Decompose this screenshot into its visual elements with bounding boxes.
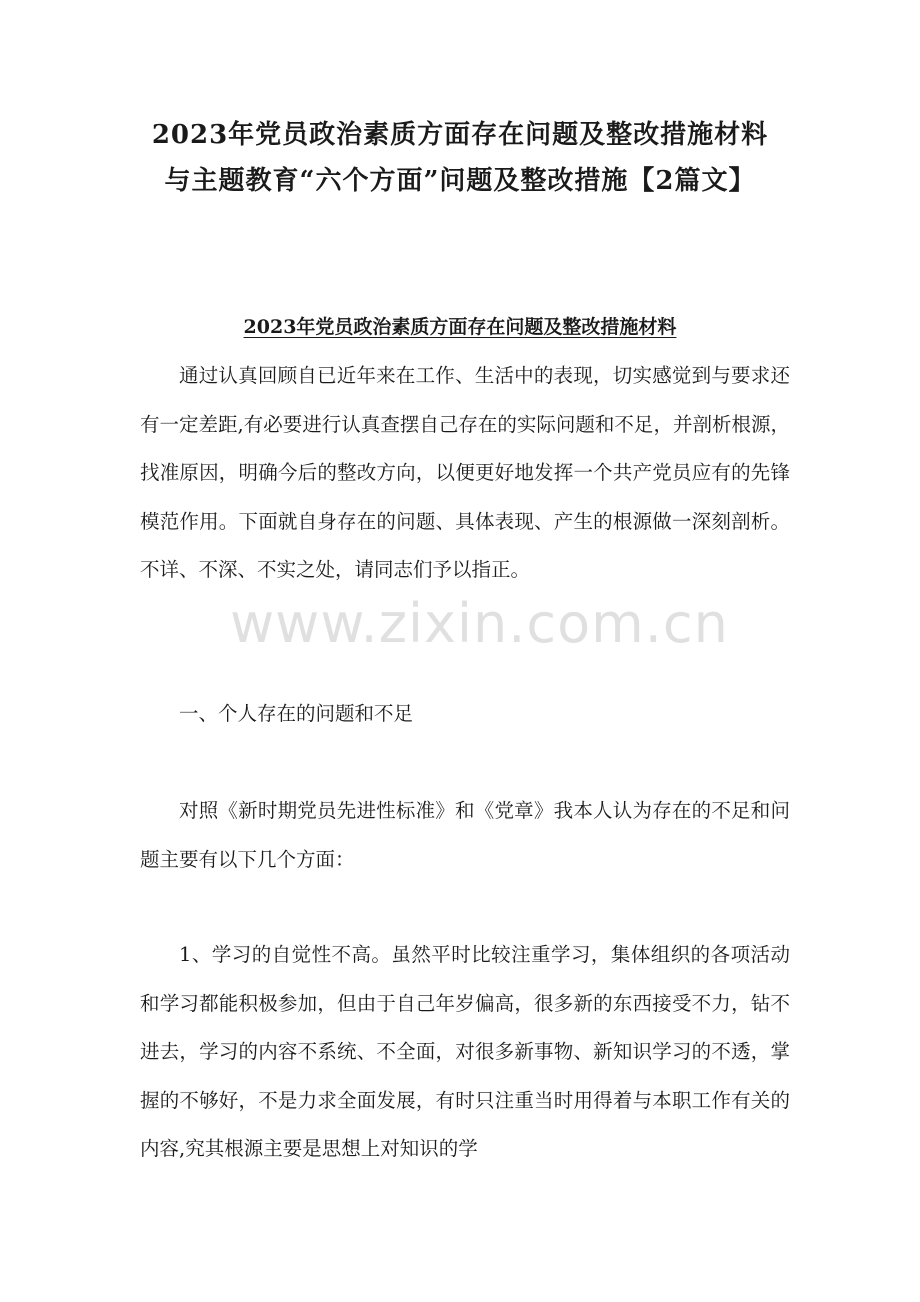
watermark: www.zixin.com.cn: [230, 592, 729, 655]
heading-personal-problems: 一、个人存在的问题和不足: [179, 702, 414, 725]
document-title-line-2: 与主题教育“六个方面”问题及整改措施【2篇文】: [164, 166, 756, 196]
standard-paragraph: 对照《新时期党员先进性标准》和《党章》我本人认为存在的不足和问题主要有以下几个方面：: [140, 799, 790, 871]
section-title: 2023年党员政治素质方面存在问题及整改措施材料: [243, 316, 677, 338]
intro-paragraph: 通过认真回顾自已近年来在工作、生活中的表现，切实感觉到与要求还有一定差距,有必要进行认真查摆自己存在的实际问题和不足，并剖析根源，找准原因，明确今后的整改方向，以便更好地发挥一个共产党员应有的先锋模范作用。下面就自身存在的问题、具体表现、产生的根源做一深刻剖析。不详、不深、不实之处，请同志们予以指正。: [140, 364, 790, 581]
document-title: [120, 112, 800, 204]
item-1-paragraph: 1、学习的自觉性不高。虽然平时比较注重学习，集体组织的各项活动和学习都能积极参加，但由于自己年岁偏高，很多新的东西接受不力，钻不进去，学习的内容不系统、不全面，对很多新事物、新知识学习的不透，掌握的不够好，不是力求全面发展，有时只注重当时用得着与本职工作有关的内容,究其根源主要是思想上对知识的学: [140, 943, 790, 1160]
document-title-line-1: 2023年党员政治素质方面存在问题及整改措施材料: [151, 120, 769, 150]
